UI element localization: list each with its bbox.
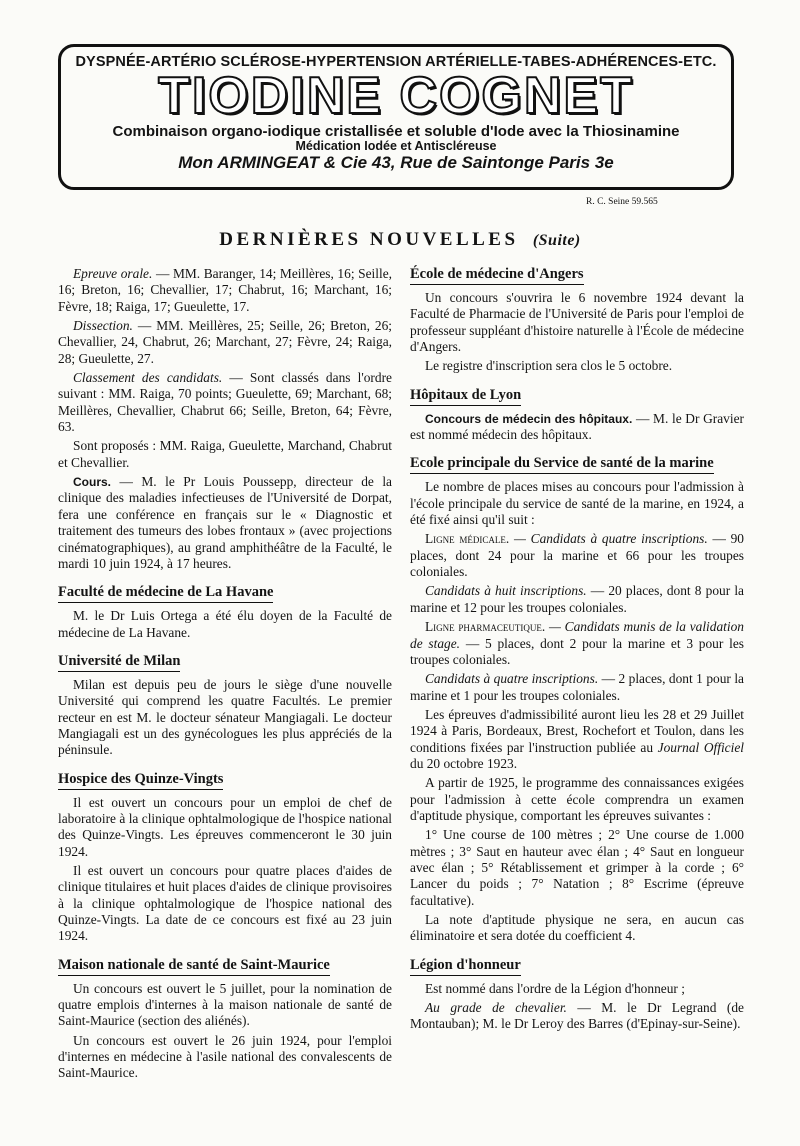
run-text: du 20 octobre 1923. [410,755,518,771]
paragraph [410,1000,744,1033]
section-heading-saint-maurice: Maison nationale de santé de Saint-Maurice [58,957,330,976]
paragraph: M. le Dr Luis Ortega a été élu doyen de la Faculté de médecine de La Havane. [58,608,392,640]
section-heading-milan: Université de Milan [58,653,180,672]
paragraph: La note d'aptitude physique ne sera, en aucun cas éliminatoire et sera dotée du coefficient 4. [410,912,744,944]
paragraph [58,370,392,435]
advert-address: Mon ARMINGEAT & Cie 43, Rue de Saintonge Paris 3e [178,153,614,172]
run-text: — M. le Dr Gravier est nommé médecin des hôpitaux. [410,410,744,443]
run-label: Ligne médicale. [425,531,510,547]
run-label: Concours de médecin des hôpitaux. [425,411,633,426]
paragraph: Le registre d'inscription sera clos le 5 octobre. [425,358,673,374]
page-title-suite: (Suite) [532,232,581,249]
advert-indications: DYSPNÉE-ARTÉRIO SCLÉROSE-HYPERTENSION ARTÉRIELLE-TABES-ADHÉRENCES-ETC. [75,54,717,70]
paragraph [58,474,392,572]
run-text: — MM. Meillères, 25; Seille, 26; Breton, 26; Chevallier, 24, Chabrut, 26; Marchant, 27; Fèvre, 24; Raiga, 28; Gueulette, 27. [58,318,392,366]
paragraph [58,318,392,367]
paragraph: Un concours est ouvert le 5 juillet, pour la nomination de quatre emplois d'internes à la maison nationale de santé de Saint-Maurice (section des aliénés). [58,980,392,1029]
section-heading-lyon: Hôpitaux de Lyon [410,387,521,406]
paragraph [410,707,744,772]
run-text: — 5 places, dont 2 pour la marine et 3 pour les troupes coloniales. [410,635,744,667]
section-heading-quinze-vingts: Hospice des Quinze-Vingts [58,771,223,790]
run-text: — MM. Baranger, 14; Meillères, 16; Seille, 16; Breton, 16; Chevallier, 17; Chabrut, 16; Marchant, 16; Fèvre, 18; Raiga, 17; Gueulette, 17. [58,266,392,314]
run-text: — 20 places, dont 8 pour la marine et 12 pour les troupes coloniales. [410,583,745,615]
run-label: Cours. [73,475,112,490]
paragraph [58,266,392,315]
run-text: — 2 places, dont 1 pour la marine et 1 pour les troupes coloniales. [410,671,744,703]
paragraph: 1° Une course de 100 mètres ; 2° Une course de 1.000 mètres ; 3° Saut en hauteur avec élan ; 4° Saut en longueur avec élan ; 5° Rétablissement et grimper à la corde ; 6° Lancer du poids ; 7° Natation ; 8° Escrime (épreuve facultative). [410,827,744,908]
paragraph [410,411,744,444]
run-italic: Candidats à quatre inscriptions. [425,671,599,687]
section-heading-havane: Faculté de médecine de La Havane [58,584,273,603]
register-number: R. C. Seine 59.565 [586,197,658,207]
paragraph: Un concours s'ouvrira le 6 novembre 1924 devant la Faculté de Pharmacie de l'Université de Paris pour l'emploi de professeur suppléant d'histoire naturelle à l'École de médecine d'Angers. [410,290,744,355]
run-label: Dissection. [73,318,133,334]
run-italic: Au grade de chevalier. [425,1000,567,1016]
run-italic: — Candidats munis de la validation de stage. [410,619,744,651]
right-column [410,266,744,1036]
run-text: — M. le Pr Louis Poussepp, directeur de la clinique des maladies infectieuses de l'Université de Dorpat, fera une conférence en français sur le « Diagnostic et traitement des tumeurs des lobes frontaux » (avec projections cinématographiques), au grand amphithéâtre de la Faculté, le mardi 10 juin 1924, à 17 heures. [58,474,392,571]
paragraph: Un concours est ouvert le 26 juin 1924, pour l'emploi d'internes en médecine à l'asile national des convalescents de Saint-Maurice. [58,1032,392,1081]
page-title-main: DERNIÈRES NOUVELLES [219,229,519,250]
advert-brand: TIODINE COGNET [158,67,634,125]
paragraph: A partir de 1925, le programme des connaissances exigées pour l'admission à cette école comprendra un examen d'aptitude physique, comportant les épreuves suivantes : [410,775,744,823]
page-title [0,229,800,251]
run-italic: Journal Officiel [657,739,744,755]
run-text: — 90 places, dont 24 pour la marine et 66 pour les troupes coloniales. [410,531,744,580]
section-heading-marine: Ecole principale du Service de santé de la marine [410,455,714,474]
advertisement-box [58,44,734,190]
advert-description-2: Médication Iodée et Antiscléreuse [295,139,497,153]
paragraph [410,671,744,704]
paragraph: Le nombre de places mises au concours pour l'admission à l'école principale du service de santé de la marine, en 1924, a été fixé ainsi qu'il suit : [410,479,744,528]
run-italic: — Candidats à quatre inscriptions. [509,531,708,547]
paragraph: Il est ouvert un concours pour quatre places d'aides de clinique titulaires et huit places d'aides de clinique provisoires à la clinique ophtalmologique de l'hospice national des Quinze-Vingts. La date de ce concours est fixé au 23 juin 1924. [58,862,392,944]
paragraph: Il est ouvert un concours pour un emploi de chef de laboratoire à la clinique ophtalmologique de l'hospice national des Quinze-Vingts. Les épreuves commenceront le 30 juin 1924. [58,794,392,859]
paragraph: Sont proposés : MM. Raiga, Gueulette, Marchand, Chabrut et Chevallier. [58,438,392,470]
run-label: Classement des candidats. [73,370,223,386]
run-label: Ligne pharmaceutique. [425,619,546,635]
run-text: — Sont classés dans l'ordre suivant : MM. Raiga, 70 points; Gueulette, 69; Marchant, 68; Meillères, Chevallier, Chabrut 66; Seille, Breton, 64; Fèvre, 63. [58,370,392,435]
paragraph: Milan est depuis peu de jours le siège d'une nouvelle Université qui comprend les quatre Facultés. Le premier recteur en est M. le docteur sénateur Mangiagali. Le docteur Mangiagali est un des gynécologues les plus appréciés de la péninsule. [58,676,392,758]
section-heading-legion: Légion d'honneur [410,957,521,976]
run-text: — M. le Dr Legrand (de Montauban); M. le Dr Leroy des Barres (d'Epinay-sur-Seine). [410,1000,744,1032]
run-text: Les épreuves d'admissibilité auront lieu les 28 et 29 Juillet 1924 à Paris, Bordeaux, Brest, Rochefort et Toulon, dans les conditions fixées par l'instruction publiée au [410,706,744,755]
paragraph [410,531,744,580]
run-italic: Candidats à huit inscriptions. [425,583,587,599]
paragraph: Est nommé dans l'ordre de la Légion d'honneur ; [425,980,685,996]
run-label: Epreuve orale. [73,266,153,281]
left-column [58,266,392,1085]
section-heading-angers: École de médecine d'Angers [410,266,584,285]
paragraph [410,583,744,616]
paragraph [410,619,744,668]
advert-description: Combinaison organo-iodique cristallisée et soluble d'Iode avec la Thiosinamine [112,123,680,140]
